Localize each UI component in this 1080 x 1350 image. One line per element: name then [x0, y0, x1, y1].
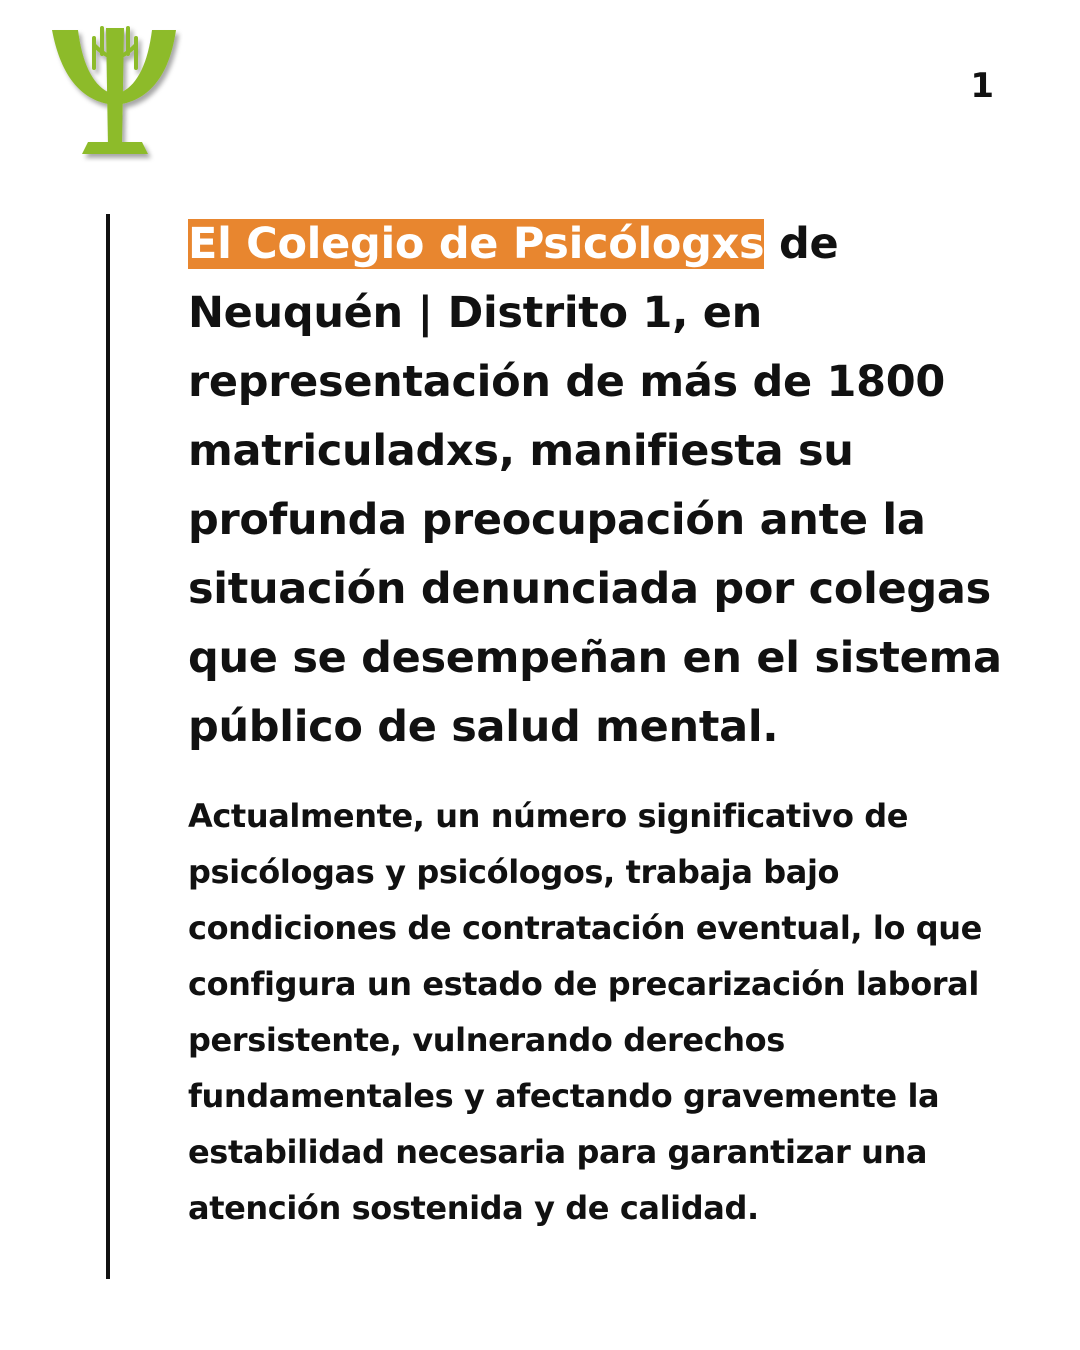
- psi-logo-icon: [48, 22, 183, 167]
- page-number: 1: [970, 66, 994, 106]
- vertical-rule: [106, 214, 110, 1279]
- headline: [188, 210, 1038, 762]
- body-paragraph: Actualmente, un número significativo de psicólogas y psicólogos, trabaja bajo condiciones de contratación eventual, lo que configura un estado de precarización laboral persistente, vulnerando derechos fundamentales y afectando gravemente la estabilidad necesaria para garantizar una atención sostenida y de calidad.: [188, 797, 982, 1227]
- headline-highlight: El Colegio de Psicólogxs: [188, 219, 765, 269]
- content-block: [188, 210, 1038, 1236]
- headline-rest: de Neuquén | Distrito 1, en representación de más de 1800 matriculadxs, manifiesta su profunda preocupación ante la situación denunciada por colegas que se desempeñan en el sistema público de salud mental.: [188, 219, 1002, 752]
